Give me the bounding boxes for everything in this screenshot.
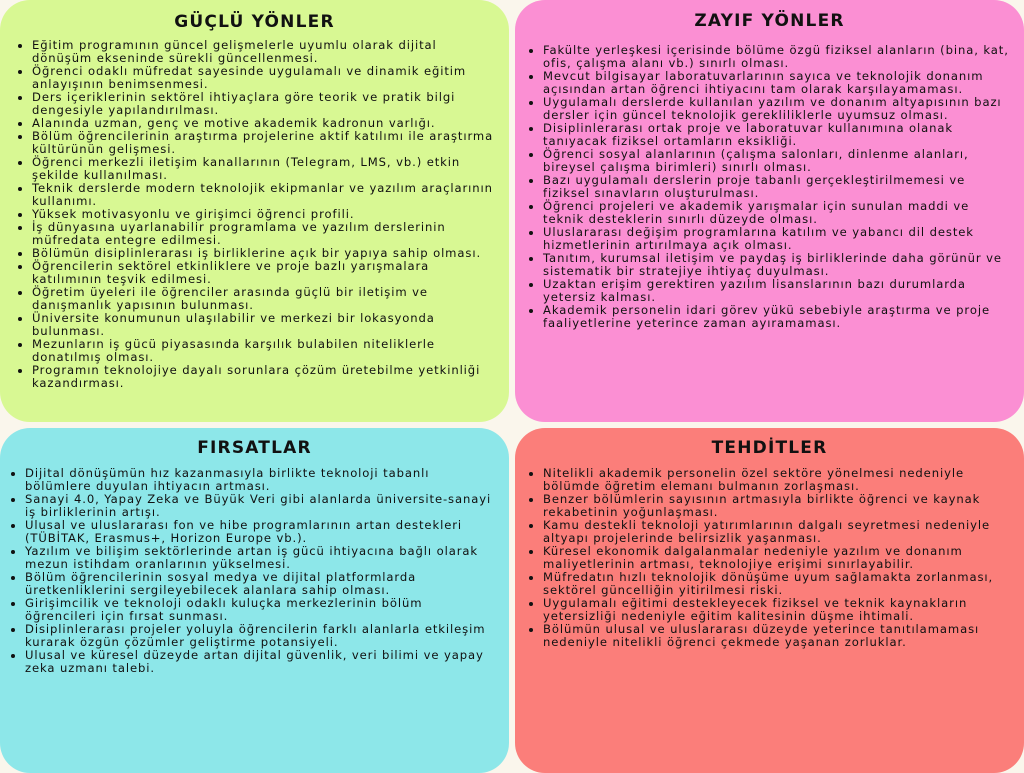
strengths-panel — [0, 0, 509, 422]
list-item: • Öğretim üyeleri ile öğrenciler arasında güçlü bir iletişim ve danışmanlık yapısının bulunması. — [32, 286, 495, 312]
opportunities-panel — [0, 428, 509, 773]
list-item: • Sanayi 4.0, Yapay Zeka ve Büyük Veri gibi alanlarda üniversite-sanayi iş birliklerinin artışı. — [25, 493, 495, 519]
threats-panel — [515, 428, 1024, 773]
list-item: • Öğrenci sosyal alanlarının (çalışma salonları, dinlenme alanları, bireysel çalışma birimleri) sınırlı olması. — [543, 148, 1010, 174]
list-item: • Disiplinlerarası ortak proje ve laboratuvar kullanımına olanak tanıyacak fiziksel ortamların eksikliği. — [543, 122, 1010, 148]
list-item: • Bölümün ulusal ve uluslararası düzeyde yeterince tanıtılamaması nedeniyle nitelikli öğrenci çekmede yaşanan zorluklar. — [543, 623, 1010, 649]
list-item: • Bölüm öğrencilerinin sosyal medya ve dijital platformlarda üretkenliklerini sergileyebilecek alanlara sahip olması. — [25, 571, 495, 597]
list-item: • Alanında uzman, genç ve motive akademik kadronun varlığı. — [32, 117, 495, 130]
list-item: • Küresel ekonomik dalgalanmalar nedeniyle yazılım ve donanım maliyetlerinin artması, teknolojiye erişimi sınırlayabilir. — [543, 545, 1010, 571]
list-item: • İş dünyasına uyarlanabilir programlama ve yazılım derslerinin müfredata entegre edilmesi. — [32, 221, 495, 247]
list-item: • Yüksek motivasyonlu ve girişimci öğrenci profili. — [32, 208, 495, 221]
list-item: • Teknik derslerde modern teknolojik ekipmanlar ve yazılım araçlarının kullanımı. — [32, 182, 495, 208]
list-item: • Mevcut bilgisayar laboratuvarlarının sayıca ve teknolojik donanım açısından artan öğrenci ihtiyacını tam olarak karşılayamaması. — [543, 70, 1010, 96]
list-item: • Yazılım ve bilişim sektörlerinde artan iş gücü ihtiyacına bağlı olarak mezun istihdam oranlarının yükselmesi. — [25, 545, 495, 571]
list-item: • Öğrenci merkezli iletişim kanallarının (Telegram, LMS, vb.) etkin şekilde kullanılması. — [32, 156, 495, 182]
strengths-title: GÜÇLÜ YÖNLER — [174, 12, 335, 32]
weaknesses-list — [515, 44, 1024, 330]
list-item: • Ulusal ve uluslararası fon ve hibe programlarının artan destekleri (TÜBİTAK, Erasmus+, Horizon Europe vb.). — [25, 519, 495, 545]
list-item: • Eğitim programının güncel gelişmelerle uyumlu olarak dijital dönüşüm ekseninde sürekli güncellenmesi. — [32, 39, 495, 65]
list-item: • Benzer bölümlerin sayısının artmasıyla birlikte öğrenci ve kaynak rekabetinin yoğunlaşması. — [543, 493, 1010, 519]
weaknesses-panel — [515, 0, 1024, 422]
list-item: • Uluslararası değişim programlarına katılım ve yabancı dil destek hizmetlerinin artırılmaya açık olması. — [543, 226, 1010, 252]
list-item: • Programın teknolojiye dayalı sorunlara çözüm üretebilme yetkinliği kazandırması. — [32, 364, 495, 390]
list-item: • Mezunların iş gücü piyasasında karşılık bulabilen niteliklerle donatılmış olması. — [32, 338, 495, 364]
list-item: • Girişimcilik ve teknoloji odaklı kuluçka merkezlerinin bölüm öğrencileri için fırsat sunması. — [25, 597, 495, 623]
list-item: • Öğrenci odaklı müfredat sayesinde uygulamalı ve dinamik eğitim anlayışının benimsenmesi. — [32, 65, 495, 91]
list-item: • Uzaktan erişim gerektiren yazılım lisanslarının bazı durumlarda yetersiz kalması. — [543, 278, 1010, 304]
list-item: • Öğrenci projeleri ve akademik yarışmalar için sunulan maddi ve teknik desteklerin sınırlı düzeyde olması. — [543, 200, 1010, 226]
threats-list — [515, 467, 1024, 649]
weaknesses-title: ZAYIF YÖNLER — [694, 11, 845, 31]
list-item: • Kamu destekli teknoloji yatırımlarının dalgalı seyretmesi nedeniyle altyapı projelerinde belirsizlik yaşanması. — [543, 519, 1010, 545]
list-item: • Akademik personelin idari görev yükü sebebiyle araştırma ve proje faaliyetlerine yeterince zaman ayıramaması. — [543, 304, 1010, 330]
list-item: • Bölüm öğrencilerinin araştırma projelerine aktif katılımı ile araştırma kültürünün gelişmesi. — [32, 130, 495, 156]
list-item: • Bazı uygulamalı derslerin proje tabanlı gerçekleştirilmemesi ve fiziksel sınavların oluşturulması. — [543, 174, 1010, 200]
list-item: • Uygulamalı eğitimi destekleyecek fiziksel ve teknik kaynakların yetersizliği nedeniyle eğitim kalitesinin düşme ihtimali. — [543, 597, 1010, 623]
list-item: • Dijital dönüşümün hız kazanmasıyla birlikte teknoloji tabanlı bölümlere duyulan ihtiyacın artması. — [25, 467, 495, 493]
opportunities-list — [0, 467, 509, 675]
opportunities-title: FIRSATLAR — [197, 438, 312, 458]
list-item: • Fakülte yerleşkesi içerisinde bölüme özgü fiziksel alanların (bina, kat, ofis, çalışma alanı vb.) sınırlı olması. — [543, 44, 1010, 70]
list-item: • Nitelikli akademik personelin özel sektöre yönelmesi nedeniyle bölümde öğretim elemanı bulmanın zorlaşması. — [543, 467, 1010, 493]
list-item: • Bölümün disiplinlerarası iş birliklerine açık bir yapıya sahip olması. — [32, 247, 495, 260]
list-item: • Disiplinlerarası projeler yoluyla öğrencilerin farklı alanlarla etkileşim kurarak özgün çözümler geliştirme potansiyeli. — [25, 623, 495, 649]
threats-title: TEHDİTLER — [711, 438, 828, 458]
list-item: • Öğrencilerin sektörel etkinliklere ve proje bazlı yarışmalara katılımının teşvik edilmesi. — [32, 260, 495, 286]
list-item: • Ders içeriklerinin sektörel ihtiyaçlara göre teorik ve pratik bilgi dengesiyle yapılandırılması. — [32, 91, 495, 117]
list-item: • Müfredatın hızlı teknolojik dönüşüme uyum sağlamakta zorlanması, sektörel güncelliğin yitirilmesi riski. — [543, 571, 1010, 597]
list-item: • Tanıtım, kurumsal iletişim ve paydaş iş birliklerinde daha görünür ve sistematik bir stratejiye ihtiyaç duyulması. — [543, 252, 1010, 278]
list-item: • Uygulamalı derslerde kullanılan yazılım ve donanım altyapısının bazı dersler için güncel teknolojik gerekliliklerle uyumsuz olması. — [543, 96, 1010, 122]
strengths-list — [0, 39, 509, 390]
list-item: • Üniversite konumunun ulaşılabilir ve merkezi bir lokasyonda bulunması. — [32, 312, 495, 338]
list-item: • Ulusal ve küresel düzeyde artan dijital güvenlik, veri bilimi ve yapay zeka uzmanı talebi. — [25, 649, 495, 675]
